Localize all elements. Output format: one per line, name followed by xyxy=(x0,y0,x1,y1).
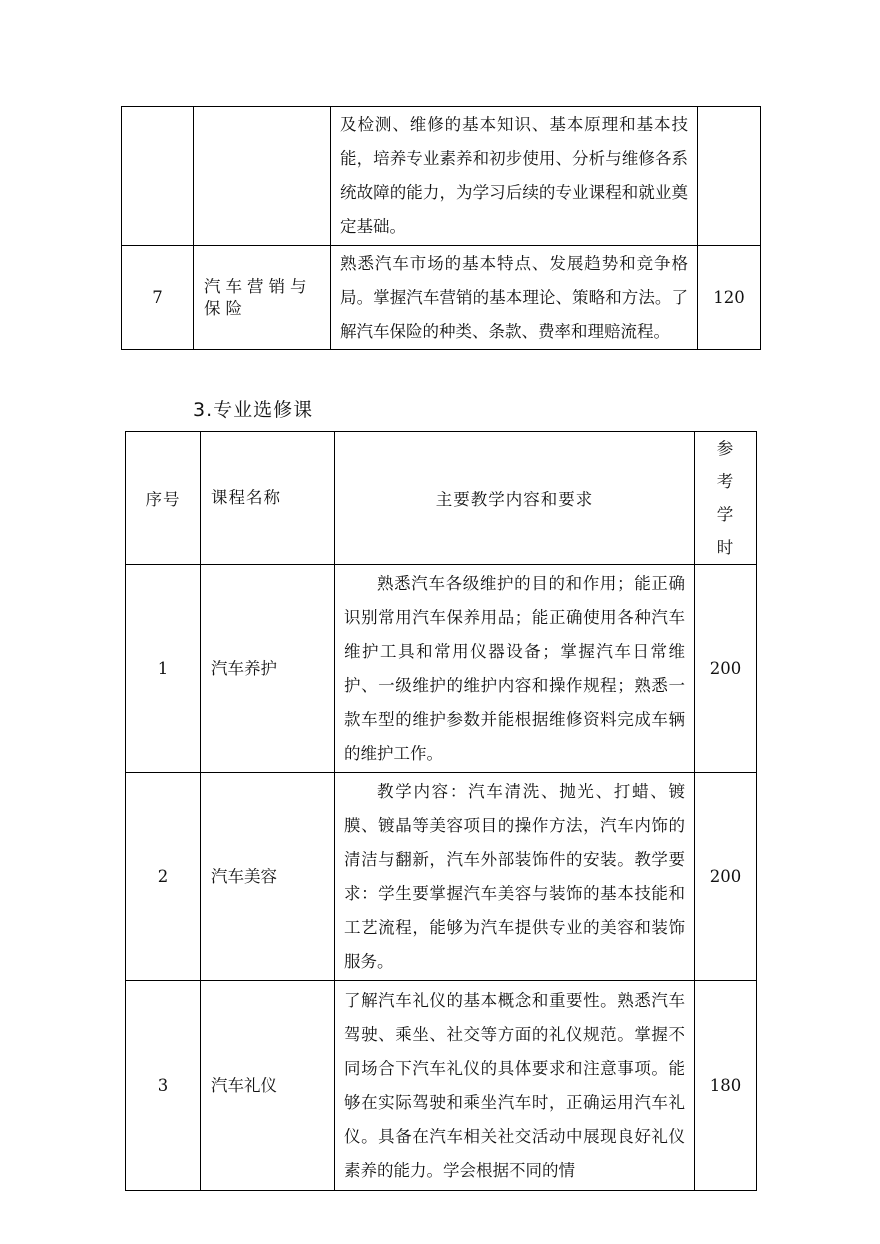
core-course-table-continued xyxy=(121,106,761,350)
table-row xyxy=(122,107,761,246)
course-hours xyxy=(698,107,761,246)
table-row xyxy=(126,981,757,1191)
course-hours: 120 xyxy=(698,246,761,350)
course-hours: 180 xyxy=(695,981,757,1191)
course-number: 1 xyxy=(126,565,201,773)
course-name: 汽车美容 xyxy=(201,773,335,981)
course-content: 熟悉汽车市场的基本特点、发展趋势和竞争格局。掌握汽车营销的基本理论、策略和方法。了解汽车保险的种类、条款、费率和理赔流程。 xyxy=(331,246,698,350)
table-header-row xyxy=(126,432,757,565)
course-name: 汽车礼仪 xyxy=(201,981,335,1191)
table-row xyxy=(122,246,761,350)
header-number: 序号 xyxy=(126,432,201,565)
course-content: 了解汽车礼仪的基本概念和重要性。熟悉汽车驾驶、乘坐、社交等方面的礼仪规范。掌握不同场合下汽车礼仪的具体要求和注意事项。能够在实际驾驶和乘坐汽车时，正确运用汽车礼仪。具备在汽车相关社交活动中展现良好礼仪素养的能力。学会根据不同的情 xyxy=(335,981,695,1191)
course-number: 2 xyxy=(126,773,201,981)
course-hours: 200 xyxy=(695,565,757,773)
header-name: 课程名称 xyxy=(201,432,335,565)
course-content: 熟悉汽车各级维护的目的和作用；能正确识别常用汽车保养用品；能正确使用各种汽车维护工具和常用仪器设备；掌握汽车日常维护、一级维护的维护内容和操作规程；熟悉一款车型的维护参数并能根据维修资料完成车辆的维护工作。 xyxy=(335,565,695,773)
course-content: 教学内容：汽车清洗、抛光、打蜡、镀膜、镀晶等美容项目的操作方法，汽车内饰的清洁与翻新，汽车外部装饰件的安装。教学要求：学生要掌握汽车美容与装饰的基本技能和工艺流程，能够为汽车提供专业的美容和装饰服务。 xyxy=(335,773,695,981)
header-content: 主要教学内容和要求 xyxy=(335,432,695,565)
table-row xyxy=(126,773,757,981)
course-content: 及检测、维修的基本知识、基本原理和基本技能，培养专业素养和初步使用、分析与维修各系统故障的能力，为学习后续的专业课程和就业奠定基础。 xyxy=(331,107,698,246)
course-number xyxy=(122,107,194,246)
section-heading: 3.专业选修课 xyxy=(193,399,314,421)
course-number: 7 xyxy=(122,246,194,350)
course-hours: 200 xyxy=(695,773,757,981)
course-name xyxy=(194,107,331,246)
course-number: 3 xyxy=(126,981,201,1191)
course-name: 汽车营销与保险 xyxy=(194,246,331,350)
header-hours: 参考学时 xyxy=(695,432,757,565)
course-name: 汽车养护 xyxy=(201,565,335,773)
elective-course-table xyxy=(125,431,757,1191)
table-row xyxy=(126,565,757,773)
